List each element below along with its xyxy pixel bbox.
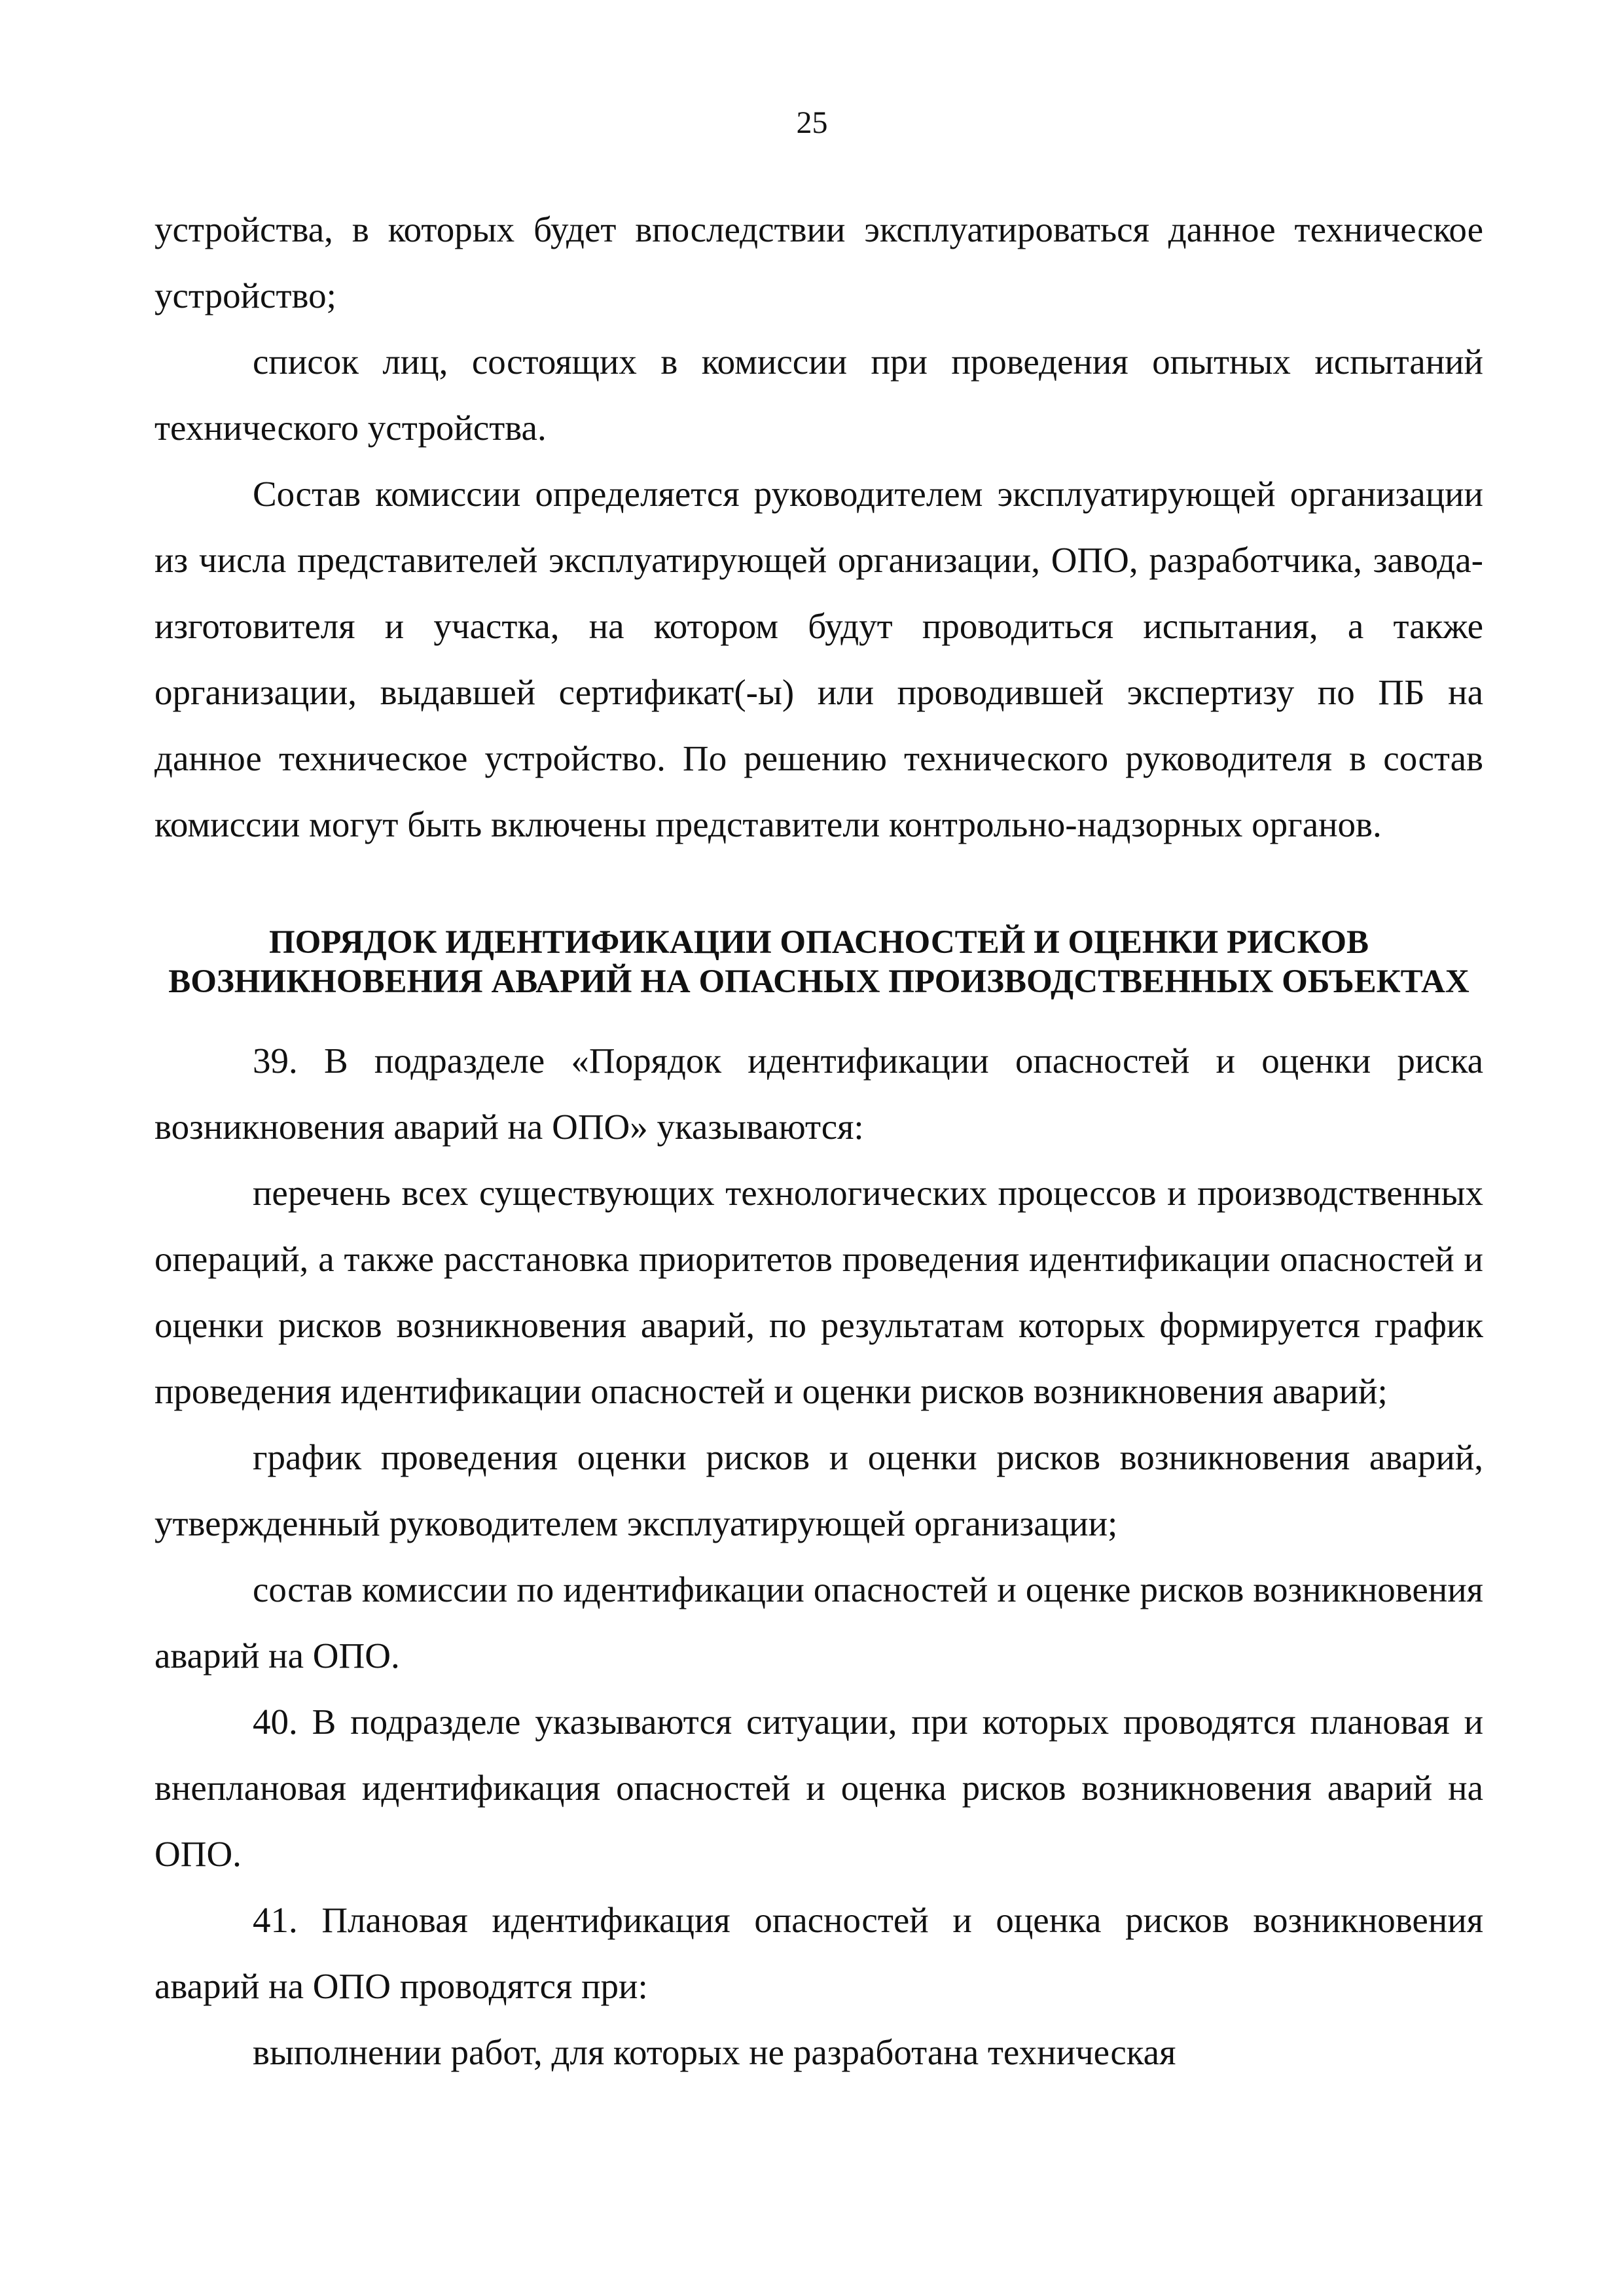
section-heading bbox=[154, 923, 1483, 1001]
page-number: 25 bbox=[796, 105, 828, 140]
paragraph-commission-identification: состав комиссии по идентификации опасностей и оценке рисков возникновения аварий на ОПО. bbox=[154, 1570, 1483, 1676]
paragraph-works-performance: выполнении работ, для которых не разработана техническая bbox=[253, 2032, 1176, 2072]
paragraph-commission-composition: Состав комиссии определяется руководителем эксплуатирующей организации из числа представителей эксплуатирующей организации, ОПО, разработчика, завода-изготовителя и участка, на котором будут проводиться испытания, а также организации, выдавшей сертификат(-ы) или проводившей экспертизу по ПБ на данное техническое устройство. По решению технического руководителя в состав комиссии могут быть включены представители контрольно-надзорных органов. bbox=[154, 474, 1483, 844]
paragraph-continuation: устройства, в которых будет впоследствии эксплуатироваться данное техническое устройство; bbox=[154, 209, 1483, 315]
section-heading-line-2: ВОЗНИКНОВЕНИЯ АВАРИЙ НА ОПАСНЫХ ПРОИЗВОДСТВЕННЫХ ОБЪЕКТАХ bbox=[168, 963, 1470, 1000]
paragraph-commission-list: список лиц, состоящих в комиссии при проведения опытных испытаний технического устройства. bbox=[154, 342, 1483, 448]
paragraph-processes-list: перечень всех существующих технологических процессов и производственных операций, а также расстановка приоритетов проведения идентификации опасностей и оценки рисков возникновения аварий, по результатам которых формируется график проведения идентификации опасностей и оценки рисков возникновения аварий; bbox=[154, 1173, 1483, 1411]
section-heading-line-1: ПОРЯДОК ИДЕНТИФИКАЦИИ ОПАСНОСТЕЙ И ОЦЕНКИ РИСКОВ bbox=[268, 924, 1369, 961]
paragraph-item-40: 40. В подразделе указываются ситуации, при которых проводятся плановая и внеплановая идентификация опасностей и оценка рисков возникновения аварий на ОПО. bbox=[154, 1702, 1483, 1874]
document-body bbox=[154, 196, 1483, 2085]
paragraph-item-39: 39. В подразделе «Порядок идентификации опасностей и оценки риска возникновения аварий на ОПО» указываются: bbox=[154, 1041, 1483, 1147]
paragraph-risk-schedule: график проведения оценки рисков и оценки рисков возникновения аварий, утвержденный руководителем эксплуатирующей организации; bbox=[154, 1437, 1483, 1543]
paragraph-item-41: 41. Плановая идентификация опасностей и оценка рисков возникновения аварий на ОПО проводятся при: bbox=[154, 1900, 1483, 2006]
